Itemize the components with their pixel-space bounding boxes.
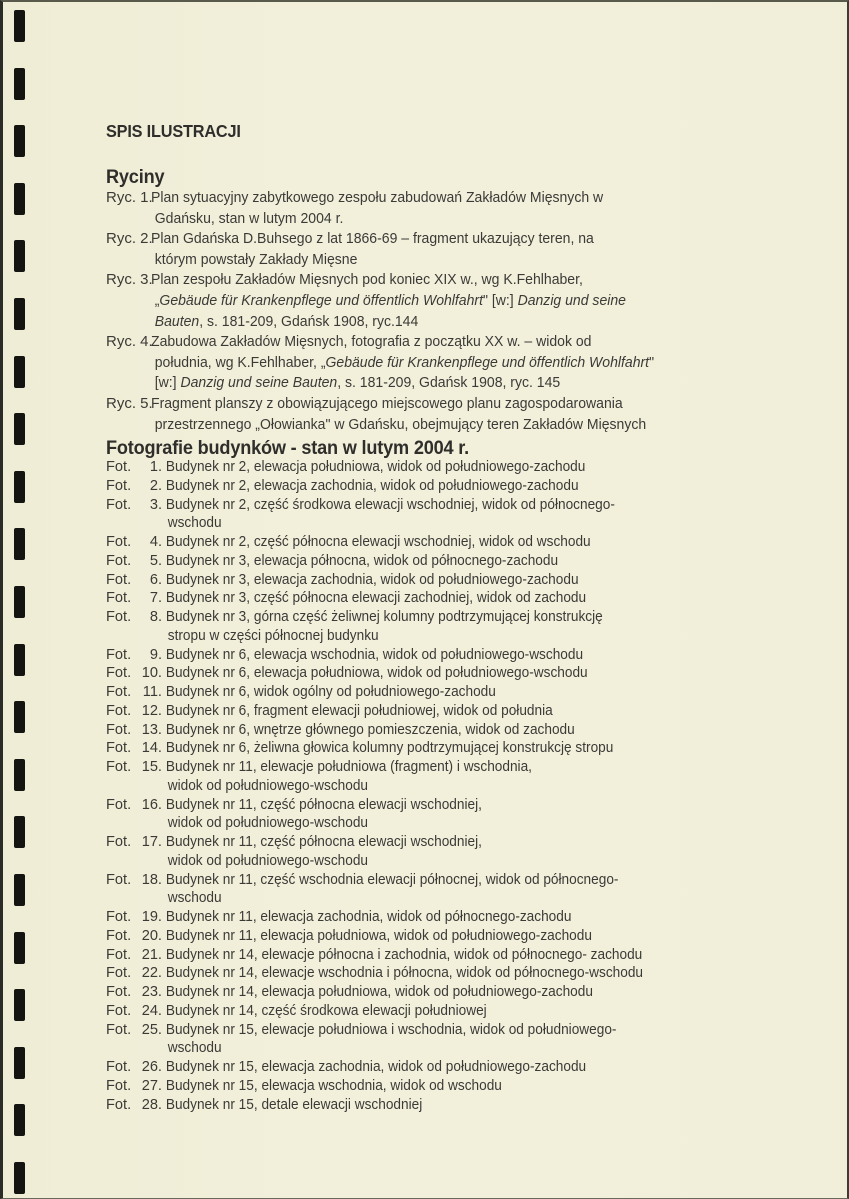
item-label: Fot. 6. [106, 571, 162, 588]
list-item [106, 683, 766, 702]
list-item [106, 1077, 766, 1096]
item-text: Budynek nr 6, elewacja wschodnia, widok od południowego-wschodu [165, 646, 584, 663]
item-text: Budynek nr 2, elewacja południowa, widok od południowego-zachodu [165, 459, 586, 475]
item-text: Budynek nr 11, część północna elewacji wschodniej, widok od południowego-wschodu [165, 834, 482, 869]
item-text: Budynek nr 11, elewacje południowa (fragment) i wschodnia, widok od południowego-wschodu [165, 759, 532, 794]
list-item [106, 721, 766, 740]
item-label: Fot. 19. [106, 909, 162, 925]
item-label: Fot. 17. [106, 834, 162, 850]
item-label: Fot. 14. [106, 740, 162, 757]
binding-hole [14, 1162, 25, 1194]
item-text: Budynek nr 2, część północna elewacji wschodniej, widok od wschodu [165, 534, 591, 550]
list-item [106, 796, 766, 834]
list-item [106, 533, 766, 552]
item-label: Fot. 13. [106, 721, 162, 738]
item-label: Fot. 11. [106, 684, 162, 700]
section-heading-fotografie: Fotografie budynków - stan w lutym 2004 r. [106, 437, 470, 459]
fotografie-list [106, 458, 766, 1114]
item-text: Budynek nr 6, widok ogólny od południowego-zachodu [165, 684, 496, 700]
list-item [106, 188, 766, 229]
list-item [106, 664, 766, 683]
binding-hole [14, 759, 25, 791]
item-label: Fot. 20. [106, 927, 162, 944]
item-text: Plan zespołu Zakładów Mięsnych pod koniec XIX w., wg K.Fehlhaber, „Gebäude für Krankenpflege und öffentlich Wohlfahrt" [w:] Danzig und seine Bauten, s. 181-209, Gdańsk 1908, ryc.144 [151, 271, 626, 330]
item-label: Fot. 8. [106, 609, 162, 625]
item-text: Budynek nr 14, elewacje wschodnia i północna, widok od północnego-wschodu [165, 965, 643, 982]
list-item [106, 758, 766, 796]
item-text: Budynek nr 11, część wschodnia elewacji północnej, widok od północnego- wschodu [165, 871, 619, 907]
item-label: Fot. 27. [106, 1077, 162, 1094]
item-label: Fot. 3. [106, 496, 162, 513]
item-label: Fot. 9. [106, 646, 162, 663]
list-item [106, 1002, 766, 1021]
item-label: Fot. 28. [106, 1096, 162, 1113]
list-item [106, 608, 766, 646]
item-text: Budynek nr 6, żeliwna głowica kolumny podtrzymującej konstrukcję stropu [165, 740, 614, 757]
binding-hole [14, 874, 25, 906]
item-label: Ryc. 1. [106, 189, 153, 206]
item-text: Budynek nr 3, elewacja zachodnia, widok od południowego-zachodu [165, 571, 579, 588]
binding-hole [14, 701, 25, 733]
binding-hole [14, 932, 25, 964]
list-item [106, 571, 766, 590]
item-text: Budynek nr 15, elewacja wschodnia, widok od wschodu [165, 1077, 502, 1094]
list-item [106, 496, 766, 534]
item-text: Budynek nr 3, część północna elewacji zachodniej, widok od zachodu [165, 590, 587, 607]
item-label: Fot. 22. [106, 965, 162, 982]
binding-hole [14, 10, 25, 42]
item-label: Ryc. 2. [106, 230, 153, 248]
item-label: Fot. 21. [106, 946, 162, 963]
list-item [106, 946, 766, 965]
item-text: Budynek nr 15, elewacje południowa i wschodnia, widok od południowego- wschodu [165, 1021, 617, 1057]
list-item [106, 477, 766, 496]
item-text: Budynek nr 15, detale elewacji wschodniej [165, 1096, 423, 1113]
list-item [106, 646, 766, 665]
item-label: Fot. 2. [106, 477, 162, 494]
item-text: Budynek nr 11, elewacja południowa, widok od południowego-zachodu [165, 927, 592, 944]
page-title: SPIS ILUSTRACJI [106, 121, 241, 141]
binding-hole [14, 298, 25, 330]
binding-hole [14, 471, 25, 503]
list-item [106, 552, 766, 571]
binding-hole [14, 183, 25, 215]
item-text: Budynek nr 2, elewacja zachodnia, widok od południowego-zachodu [165, 477, 579, 494]
list-item [106, 1021, 766, 1059]
item-text: Budynek nr 2, część środkowa elewacji wschodniej, widok od północnego- wschodu [165, 496, 615, 532]
item-label: Fot. 18. [106, 871, 162, 888]
item-label: Fot. 5. [106, 552, 162, 569]
item-text: Budynek nr 3, górna część żeliwnej kolumny podtrzymującej konstrukcję stropu w części północnej budynku [165, 609, 603, 644]
list-item [106, 871, 766, 909]
item-text: Plan sytuacyjny zabytkowego zespołu zabudowań Zakładów Mięsnych w Gdańsku, stan w lutym 2004 r. [151, 189, 604, 227]
item-label: Fot. 10. [106, 665, 162, 682]
list-item [106, 589, 766, 608]
binding-hole [14, 1104, 25, 1136]
list-item [106, 270, 766, 332]
binding-hole [14, 989, 25, 1021]
list-item [106, 833, 766, 871]
binding-hole [14, 240, 25, 272]
item-label: Ryc. 3. [106, 271, 153, 289]
list-item [106, 1096, 766, 1115]
item-label: Ryc. 5. [106, 394, 153, 412]
item-text: Budynek nr 11, elewacja zachodnia, widok od północnego-zachodu [165, 909, 572, 925]
item-text: Budynek nr 14, elewacja południowa, widok od południowego-zachodu [165, 984, 593, 1000]
item-label: Fot. 7. [106, 590, 162, 607]
item-label: Fot. 16. [106, 796, 162, 813]
list-item [106, 983, 766, 1002]
binding-hole [14, 1047, 25, 1079]
item-label: Fot. 25. [106, 1021, 162, 1038]
item-text: Fragment planszy z obowiązującego miejscowego planu zagospodarowania przestrzennego „Ołowianka" w Gdańsku, obejmujący teren Zakładów Mięsnych [151, 394, 647, 433]
list-of-illustrations [106, 120, 756, 1113]
item-text: Budynek nr 6, elewacja południowa, widok od południowego-wschodu [165, 665, 588, 682]
item-label: Fot. 23. [106, 984, 162, 1000]
item-text: Budynek nr 3, elewacja północna, widok od północnego-zachodu [165, 552, 559, 569]
list-item [106, 394, 766, 435]
list-item [106, 1058, 766, 1077]
item-text: Plan Gdańska D.Buhsego z lat 1866-69 – fragment ukazujący teren, na którym powstały Zakłady Mięsne [151, 230, 594, 268]
item-text: Budynek nr 14, elewacje północna i zachodnia, widok od północnego- zachodu [165, 946, 643, 963]
list-item [106, 908, 766, 927]
item-text: Budynek nr 6, fragment elewacji południowej, widok od południa [165, 702, 553, 719]
binding-hole [14, 528, 25, 560]
item-text: Zabudowa Zakładów Mięsnych, fotografia z początku XX w. – widok od południa, wg K.Fehlhaber, „Gebäude für Krankenpflege und öffentlich Wohlfahrt" [w:] Danzig und seine Bauten, s. 181-209, Gdańsk 1908, ryc. 145 [151, 333, 655, 392]
item-label: Fot. 12. [106, 702, 162, 719]
binding-hole [14, 68, 25, 100]
item-label: Fot. 26. [106, 1059, 162, 1075]
binding-hole [14, 816, 25, 848]
list-item [106, 739, 766, 758]
binding-hole [14, 413, 25, 445]
list-item [106, 458, 766, 477]
item-label: Fot. 1. [106, 459, 162, 475]
list-item [106, 332, 766, 394]
binding-hole [14, 586, 25, 618]
item-label: Fot. 15. [106, 759, 162, 775]
list-item [106, 229, 766, 270]
section-heading-ryciny: Ryciny [106, 166, 165, 188]
list-item [106, 964, 766, 983]
item-text: Budynek nr 14, część środkowa elewacji południowej [165, 1002, 487, 1019]
binding-hole [14, 644, 25, 676]
ryciny-list [106, 188, 766, 435]
item-label: Fot. 4. [106, 534, 162, 550]
item-text: Budynek nr 11, część północna elewacji wschodniej, widok od południowego-wschodu [165, 796, 482, 832]
binding-hole [14, 125, 25, 157]
list-item [106, 927, 766, 946]
list-item [106, 702, 766, 721]
item-text: Budynek nr 15, elewacja zachodnia, widok od południowego-zachodu [165, 1059, 587, 1075]
binding-hole [14, 356, 25, 388]
item-text: Budynek nr 6, wnętrze głównego pomieszczenia, widok od zachodu [165, 721, 575, 738]
item-label: Ryc. 4. [106, 333, 153, 351]
item-label: Fot. 24. [106, 1002, 162, 1019]
